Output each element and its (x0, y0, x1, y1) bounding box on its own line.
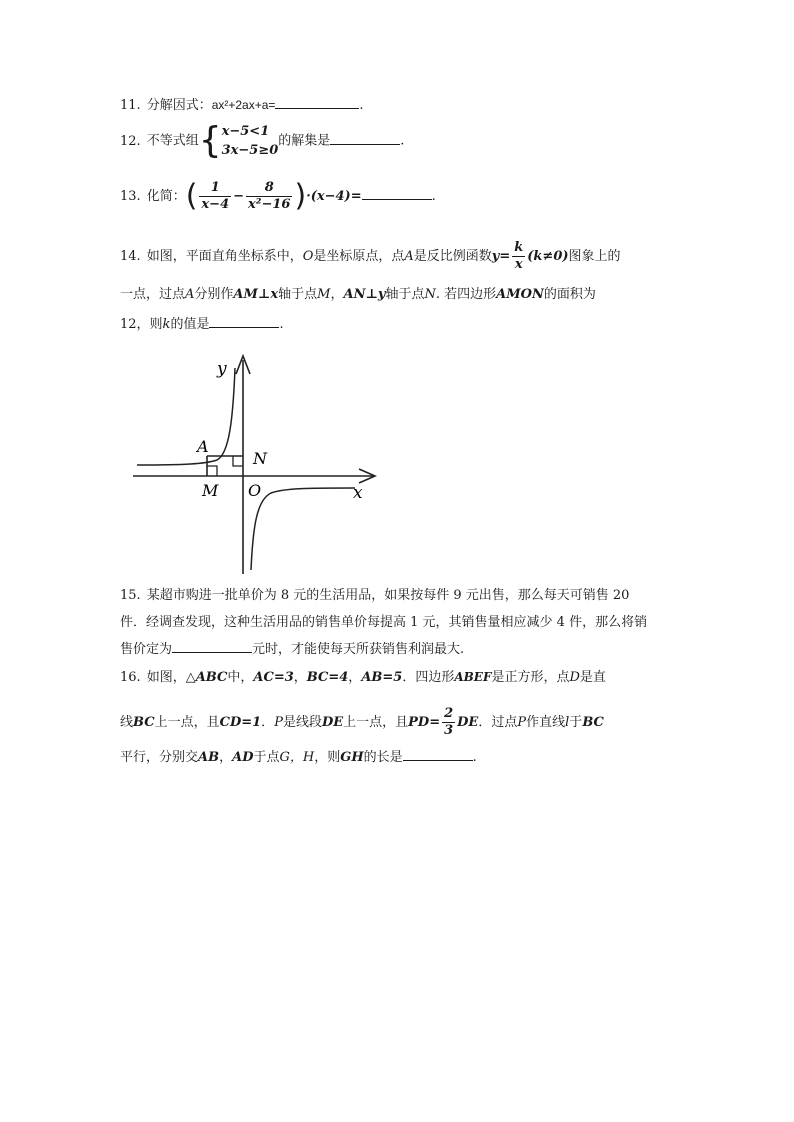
point-label-M: M (202, 481, 219, 500)
question-15-line-2: 件．经调查发现，这种生活用品的销售单价每提高 1 元，其销售量相应减少 4 件，那么将销 (120, 615, 648, 630)
question-text: 分解因式： (146, 98, 212, 113)
point-label-N: N (253, 449, 267, 468)
answer-blank[interactable] (209, 315, 279, 328)
question-number: 15. (120, 588, 141, 603)
question-text: 不等式组 (146, 133, 199, 149)
question-16: 16. 如图，△ABC中，AC=3，BC=4，AB=5．四边形ABEF是正方形，点D是直 (120, 670, 606, 685)
question-14-line-2: 一点，过点A分别作AM⊥x轴于点M，AN⊥y轴于点N. 若四边形AMON的面积为 (120, 287, 596, 302)
hyperbola-graph (125, 350, 385, 580)
question-text: 的解集是 (278, 133, 331, 149)
inequality-system: x−5<1 3x−5≥0 (221, 124, 279, 158)
question-16-line-2: 线BC上一点，且CD=1．P是线段DE上一点，且PD= $\frac{2}{3}$ DE．过点P作直线l于BC (120, 706, 604, 738)
question-number: 14. (120, 249, 141, 264)
question-13: 13. 化简：( $\frac{1}{x-4}$ − $\frac{8}{\text{x²−16}}$ )·(x−4)= . (120, 178, 436, 214)
question-16-line-3: 平行，分别交AB，AD于点G，H，则GH的长是 . (120, 750, 477, 765)
math-expression: ax²+2ax+a= (211, 98, 276, 112)
question-14-line-3: 12，则k的值是 . (120, 317, 284, 332)
answer-blank[interactable] (330, 132, 400, 145)
fraction: $\frac{k}{x}$ (514, 240, 524, 272)
question-14: 14. 如图，平面直角坐标系中，O是坐标原点，点A是反比例函数y= $\frac{k}{x}$ (k≠0)图象上的 (120, 240, 621, 272)
question-number: 12. (120, 133, 141, 149)
question-text: 化简： (146, 189, 186, 204)
answer-blank[interactable] (403, 748, 473, 761)
answer-blank[interactable] (172, 640, 252, 653)
point-label-O: O (248, 481, 262, 500)
point-label-A: A (197, 437, 209, 456)
math-expression: ·(x−4)= (306, 189, 362, 204)
answer-blank[interactable] (362, 187, 432, 200)
right-angle-mark-M (207, 466, 217, 476)
question-15-line-3: 售价定为 元时，才能使每天所获销售利润最大. (120, 642, 465, 657)
question-12: 12. 不等式组{ x−5<1 3x−5≥0 的解集是 . (120, 120, 405, 161)
right-angle-mark-N (233, 456, 243, 466)
question-number: 13. (120, 189, 141, 204)
question-number: 11. (120, 98, 141, 113)
axis-label-y: y (217, 359, 227, 379)
axis-label-x: x (353, 483, 363, 503)
question-11: 11. 分解因式：ax²+2ax+a= . (120, 98, 364, 113)
fraction: $\frac{1}{x-4}$ (201, 180, 230, 212)
answer-blank[interactable] (275, 96, 359, 109)
question-15: 15. 某超市购进一批单价为 8 元的生活用品，如果按每件 9 元出售，那么每天可销售 20 (120, 588, 630, 603)
fraction: $\frac{8}{\text{x²−16}}$ (248, 180, 291, 212)
hyperbola-branch-left (137, 368, 235, 465)
question-number: 16. (120, 670, 141, 685)
fraction: $\frac{2}{3}$ (444, 706, 454, 738)
left-brace-icon: { (198, 120, 222, 161)
hyperbola-branch-right (251, 488, 355, 570)
